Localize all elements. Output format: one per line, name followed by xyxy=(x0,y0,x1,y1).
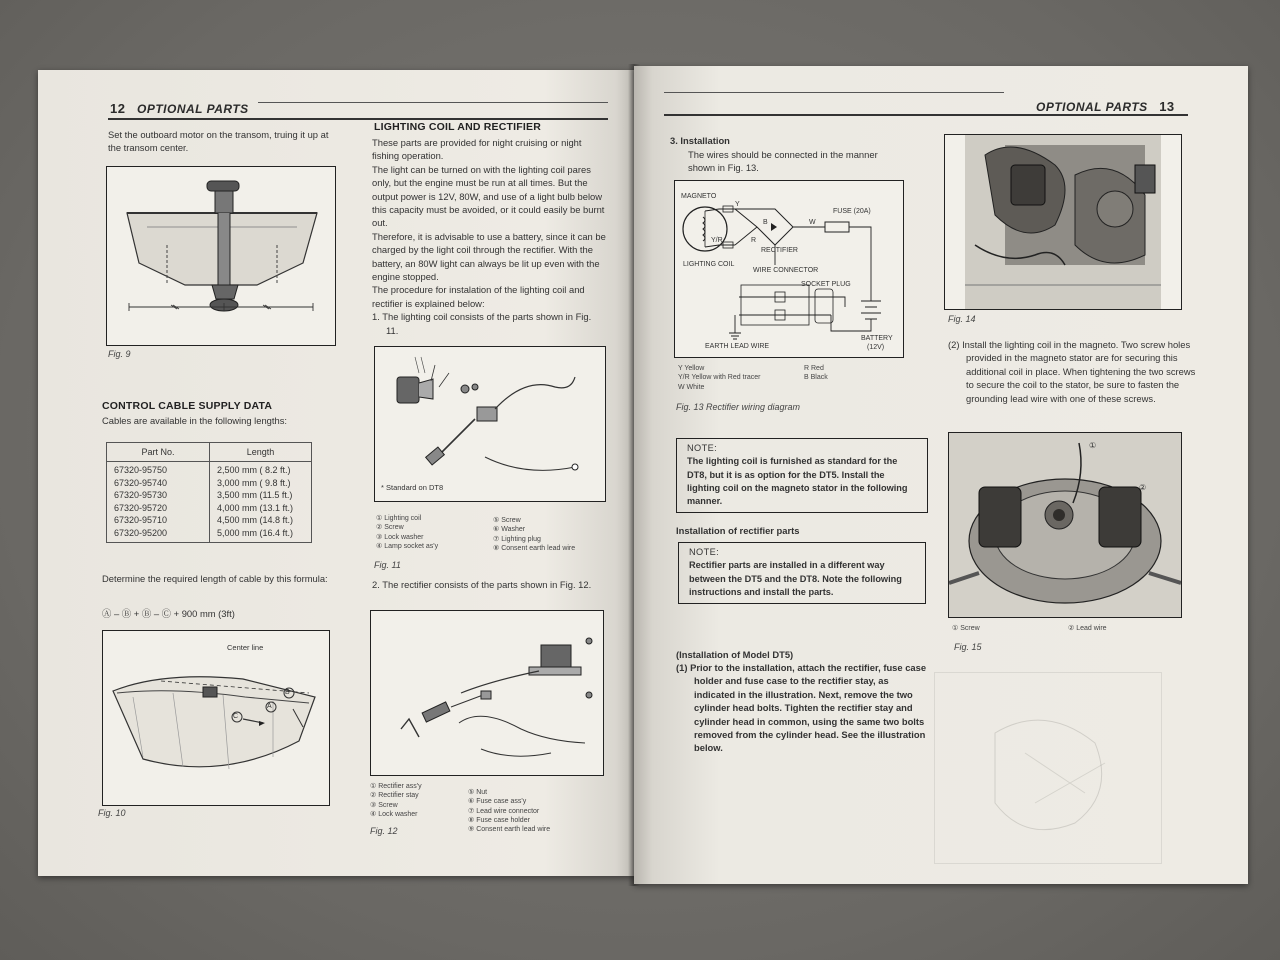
legend-item: ⑦ Lighting plug xyxy=(493,535,541,543)
fig11-frame xyxy=(374,346,606,502)
cable-heading: CONTROL CABLE SUPPLY DATA xyxy=(102,400,273,412)
diagram-magneto-label: MAGNETO xyxy=(681,193,717,200)
wire-label-y: Y xyxy=(735,201,740,208)
fig10-label-b: B xyxy=(285,689,290,696)
legend-item: ② Screw xyxy=(376,524,404,532)
right-header-rule xyxy=(664,114,1188,116)
diagram-battery-label: BATTERY xyxy=(861,335,893,342)
fig9-outboard-motor-illustration xyxy=(107,167,335,345)
install-heading: 3. Installation xyxy=(670,135,730,146)
dt5-body: (1) Prior to the installation, attach the rectifier, fuse case holder and fuse case to the rectifier stay, as indicated in the illustration. Next, remove the two cylinder head bolts. Tighten the rectifier stay and cylinder head in common, using the same two bolts removed from the cylinder head. See the illustration below. xyxy=(676,662,927,754)
fig11-standard-note: * Standard on DT8 xyxy=(381,483,444,492)
legend-item: ⑧ Consent earth lead wire xyxy=(493,544,576,552)
fig14-caption: Fig. 14 xyxy=(948,314,976,324)
note-body: Rectifier parts are installed in a different way between the DT5 and the DT8. Note the following instructions and install the parts. xyxy=(689,560,902,597)
cable-length: 4,000 mm (13.1 ft.) xyxy=(217,502,294,513)
legend-item: ⑤ Nut xyxy=(468,789,488,796)
fig15-caption: Fig. 15 xyxy=(954,642,982,652)
color-key-right xyxy=(804,364,828,383)
cable-length: 3,000 mm ( 9.8 ft.) xyxy=(217,477,291,488)
diagram-rectifier-label: RECTIFIER xyxy=(761,247,798,254)
fig15-frame xyxy=(948,432,1182,618)
diagram-wire-connector-label: WIRE CONNECTOR xyxy=(753,267,819,274)
wire-label-r: R xyxy=(751,237,757,244)
lighting-paragraph: The light can be turned on with the lighting coil pares only, but the engine must be run at all times. But the output power is 12V, 80W, and use of a light bulb below this capacity must be avoided, or it could easily be burnt out. xyxy=(372,163,605,229)
note-title: NOTE: xyxy=(689,547,720,557)
cable-length: 4,500 mm (14.8 ft.) xyxy=(217,515,294,526)
lighting-paragraph: These parts are provided for night cruising or night fishing operation. xyxy=(372,137,582,162)
color-key-item: W White xyxy=(678,383,705,391)
fig15-legend-right: ② Lead wire xyxy=(1068,625,1107,632)
color-key-item: Y/R Yellow with Red tracer xyxy=(678,374,761,382)
legend-item: ③ Screw xyxy=(370,801,398,809)
legend-item: ⑨ Consent earth lead wire xyxy=(468,826,551,834)
dt5-heading: (Installation of Model DT5) xyxy=(676,649,794,660)
cable-length: 5,000 mm (16.4 ft.) xyxy=(217,527,294,538)
part-number: 67320-95710 xyxy=(114,515,168,526)
lengths-cell xyxy=(210,462,312,543)
wire-label-yr: Y/R xyxy=(711,237,723,244)
diagram-fuse-label: FUSE (20A) xyxy=(833,208,871,215)
part-number: 67320-95740 xyxy=(114,477,168,488)
note-title: NOTE: xyxy=(687,443,718,453)
legend-item: ④ Lamp socket as'y xyxy=(376,542,439,550)
note-body: The lighting coil is furnished as standard for the DT8, but it is as option for the DT5. Install the lighting coil on the magneto stator in the following manner. xyxy=(687,456,908,507)
legend-item: ⑥ Washer xyxy=(493,526,526,534)
cable-intro: Cables are available in the following lengths: xyxy=(102,415,288,426)
lighting-heading: LIGHTING COIL AND RECTIFIER xyxy=(374,121,541,133)
fig14-frame xyxy=(944,134,1182,310)
note-rectifier xyxy=(678,542,926,604)
fig11-legend-right xyxy=(493,516,575,553)
legend-item: ① Lighting coil xyxy=(376,515,422,522)
lighting-body xyxy=(372,136,606,337)
note-lighting-coil xyxy=(676,438,928,513)
left-header-title: OPTIONAL PARTS xyxy=(136,102,249,116)
diagram-socket-plug-label: SOCKET PLUG xyxy=(801,281,851,288)
intro-text: Set the outboard motor on the transom, truing it up at the transom center. xyxy=(108,129,329,154)
determine-text: Determine the required length of cable by this formula: xyxy=(102,573,328,584)
fig10-frame xyxy=(102,630,330,806)
right-header-title: OPTIONAL PARTS xyxy=(1036,100,1148,114)
fig13-caption: Fig. 13 Rectifier wiring diagram xyxy=(676,402,801,412)
left-page xyxy=(38,70,634,876)
fig15-callout-1: ① xyxy=(1089,441,1097,450)
fig14-engine-photo xyxy=(945,135,1181,309)
fig13-wiring-diagram xyxy=(674,180,904,358)
fig12-legend-right xyxy=(468,788,550,834)
cable-formula: Ⓐ – Ⓑ + Ⓑ – Ⓒ + 900 mm (3ft) xyxy=(102,608,235,619)
fig9-caption: Fig. 9 xyxy=(108,349,131,359)
legend-item: ⑦ Lead wire connector xyxy=(468,807,540,815)
cable-length: 2,500 mm ( 8.2 ft.) xyxy=(217,465,291,475)
legend-item: ② Rectifier stay xyxy=(370,792,419,800)
right-header-thin-rule xyxy=(664,92,1004,93)
fig12-legend-left xyxy=(370,782,422,819)
fig15-legend-left: ① Screw xyxy=(952,625,980,632)
lighting-paragraph: Therefore, it is advisable to use a battery, since it can be charged by the light coil through the rectifier. With the battery, an 80W light can always be lit up even with the engine stopped. xyxy=(372,230,606,283)
fig15-stator-photo xyxy=(949,433,1181,617)
cable-length: 3,500 mm (11.5 ft.) xyxy=(217,490,293,501)
fig10-label-c: C xyxy=(233,713,239,720)
legend-item: ③ Lock washer xyxy=(376,533,424,541)
bleed-through-illustration xyxy=(935,673,1161,863)
fig10-boat-illustration xyxy=(103,631,329,805)
fig11-legend-left xyxy=(376,514,438,551)
left-header-rule xyxy=(108,118,608,120)
part-number: 67320-95200 xyxy=(114,527,168,538)
legend-item: ⑧ Fuse case holder xyxy=(468,816,530,824)
fig9-frame xyxy=(106,166,336,346)
color-key-item: R Red xyxy=(804,365,824,372)
fig11-caption: Fig. 11 xyxy=(374,560,401,570)
left-page-header xyxy=(110,101,249,116)
color-key-item: B Black xyxy=(804,374,828,382)
fig15-callout-2: ② xyxy=(1139,483,1147,492)
part-numbers-cell xyxy=(107,462,210,543)
legend-item: ① Rectifier ass'y xyxy=(370,783,422,790)
fig10-label-a: A xyxy=(267,703,272,710)
color-key-left xyxy=(678,364,760,392)
legend-item: ④ Lock washer xyxy=(370,810,418,818)
diagram-lighting-coil-label: LIGHTING COIL xyxy=(683,261,735,268)
part-number: 67320-95730 xyxy=(114,490,168,501)
part-number: 67320-95750 xyxy=(114,465,168,475)
left-page-number: 12 xyxy=(110,101,126,116)
col-length: Length xyxy=(210,443,312,462)
step2-text: (2) Install the lighting coil in the magneto. Two screw holes provided in the magneto stator are for securing this additional coil in place. When tightening the two screws to secure the coil to the stator, be sure to fasten the grounding lead wire with one of these screws. xyxy=(948,339,1196,404)
bleed-through-figure xyxy=(934,672,1162,864)
right-page-header xyxy=(1036,99,1175,114)
install-text: The wires should be connected in the manner shown in Fig. 13. xyxy=(688,149,878,174)
legend-item: ⑥ Fuse case ass'y xyxy=(468,798,527,806)
diagram-battery-voltage: (12V) xyxy=(867,344,885,351)
fig10-caption: Fig. 10 xyxy=(98,808,126,818)
lighting-paragraph: The procedure for instalation of the lighting coil and rectifier is explained below: xyxy=(372,284,585,309)
wire-label-w: W xyxy=(809,219,816,226)
lighting-item-2: 2. The rectifier consists of the parts shown in Fig. 12. xyxy=(372,579,592,590)
fig12-frame xyxy=(370,610,604,776)
fig10-center-line-label: Center line xyxy=(227,643,264,652)
col-part-no: Part No. xyxy=(107,443,210,462)
color-key-item: Y Yellow xyxy=(678,365,705,372)
left-header-thin-rule xyxy=(258,102,608,103)
diagram-earth-lead-label: EARTH LEAD WIRE xyxy=(705,343,770,350)
cable-table xyxy=(106,442,312,543)
right-page-number: 13 xyxy=(1159,99,1175,114)
fig12-rectifier-parts-illustration xyxy=(371,611,603,775)
wire-label-b: B xyxy=(763,219,768,226)
legend-item: ⑤ Screw xyxy=(493,517,521,524)
fig11-lighting-coil-parts-illustration xyxy=(375,347,605,501)
part-number: 67320-95720 xyxy=(114,502,168,513)
lighting-item-1: 1. The lighting coil consists of the parts shown in Fig. 11. xyxy=(372,311,592,336)
fig12-caption: Fig. 12 xyxy=(370,826,398,836)
rect-parts-heading: Installation of rectifier parts xyxy=(676,525,800,536)
right-page xyxy=(634,66,1248,884)
